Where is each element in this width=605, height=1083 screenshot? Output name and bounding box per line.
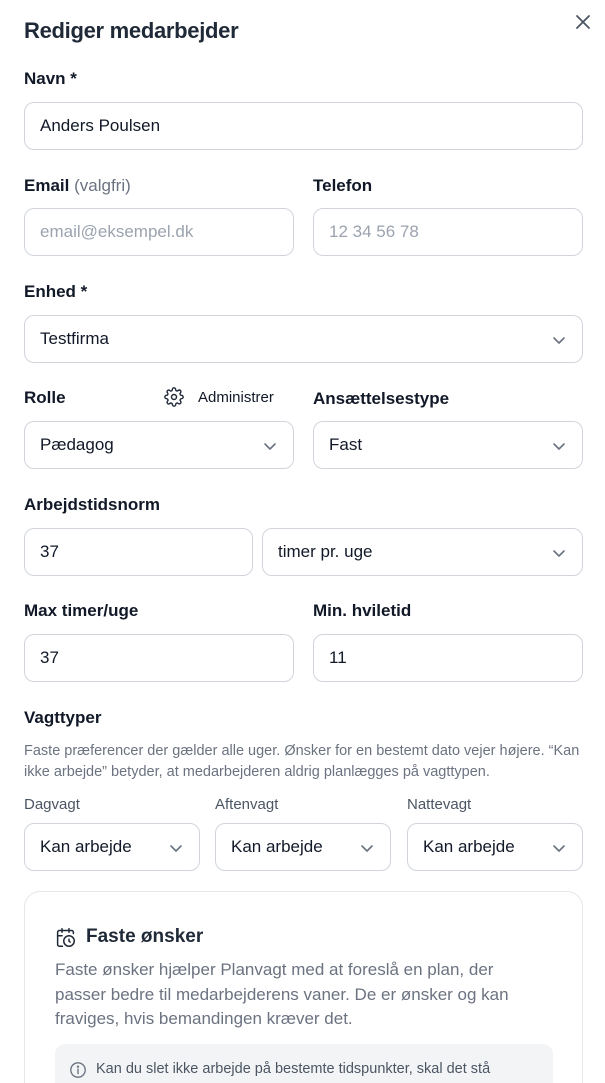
norm-unit-select[interactable] [262, 528, 583, 576]
email-label-text: Email [24, 176, 70, 195]
chevron-down-icon [552, 546, 566, 560]
norm-input[interactable] [25, 529, 252, 575]
shift-types-label: Vagttyper [24, 708, 102, 727]
rest-field[interactable] [313, 634, 583, 682]
unit-select-value: Testfirma [40, 329, 109, 348]
employment-select[interactable] [313, 421, 583, 469]
rest-label: Min. hviletid [313, 601, 412, 620]
gear-icon [164, 387, 184, 407]
wishes-info-note [55, 1044, 553, 1083]
name-input[interactable] [25, 103, 582, 149]
shift-night-value: Kan arbejde [423, 837, 515, 856]
info-icon [69, 1061, 87, 1079]
max-hours-field[interactable] [24, 634, 294, 682]
wishes-card [24, 891, 583, 1083]
email-optional-text: (valgfri) [74, 176, 131, 195]
unit-label: Enhed * [24, 282, 88, 301]
email-label [24, 176, 131, 196]
phone-field[interactable] [313, 208, 583, 256]
shift-day-value: Kan arbejde [40, 837, 132, 856]
norm-field[interactable] [24, 528, 253, 576]
wishes-description: Faste ønsker hjælper Planvagt med at foreslå en plan, der passer bedre til medarbejderens vaner. De er ønsker og kan fraviges, hvis bemandingen kræver det. [55, 960, 509, 1028]
name-label: Navn * [24, 69, 77, 88]
shift-day-select[interactable] [24, 823, 200, 871]
email-field[interactable] [24, 208, 294, 256]
close-icon[interactable] [573, 12, 593, 32]
shift-night-select[interactable] [407, 823, 583, 871]
shift-night-label: Nattevagt [407, 796, 472, 813]
max-hours-label: Max timer/uge [24, 601, 139, 620]
phone-input[interactable] [314, 209, 582, 255]
shift-evening-label: Aftenvagt [215, 796, 279, 813]
wishes-header [55, 926, 203, 948]
unit-select[interactable] [24, 315, 583, 363]
name-field[interactable] [24, 102, 583, 150]
role-label: Rolle [24, 388, 66, 407]
role-select[interactable] [24, 421, 294, 469]
phone-label: Telefon [313, 176, 373, 195]
max-hours-input[interactable] [25, 635, 293, 681]
employment-select-value: Fast [329, 435, 363, 454]
rest-input[interactable] [314, 635, 582, 681]
shift-evening-value: Kan arbejde [231, 837, 323, 856]
chevron-down-icon [360, 841, 374, 855]
employment-label: Ansættelsestype [313, 389, 450, 408]
norm-label: Arbejdstidsnorm [24, 495, 161, 514]
manage-roles-button[interactable] [164, 387, 274, 407]
chevron-down-icon [552, 841, 566, 855]
wishes-info-text: Kan du slet ikke arbejde på bestemte tidspunkter, skal det stå [96, 1061, 491, 1077]
role-select-value: Pædagog [40, 435, 114, 454]
manage-roles-label: Administrer [198, 388, 274, 406]
email-input[interactable] [25, 209, 293, 255]
shift-types-help: Faste præferencer der gælder alle uger. Ønsker for en bestemt dato vejer højere. “Kan ikke arbejde” betyder, at medarbejderen aldrig planlægges på vagttypen. [24, 743, 580, 780]
calendar-clock-icon [55, 927, 76, 948]
shift-evening-select[interactable] [215, 823, 391, 871]
dialog-title: Rediger medarbejder [24, 18, 239, 43]
chevron-down-icon [169, 841, 183, 855]
shift-day-label: Dagvagt [24, 796, 80, 813]
norm-unit-value: timer pr. uge [278, 542, 373, 561]
chevron-down-icon [263, 439, 277, 453]
chevron-down-icon [552, 439, 566, 453]
chevron-down-icon [552, 333, 566, 347]
wishes-title: Faste ønsker [86, 926, 204, 947]
